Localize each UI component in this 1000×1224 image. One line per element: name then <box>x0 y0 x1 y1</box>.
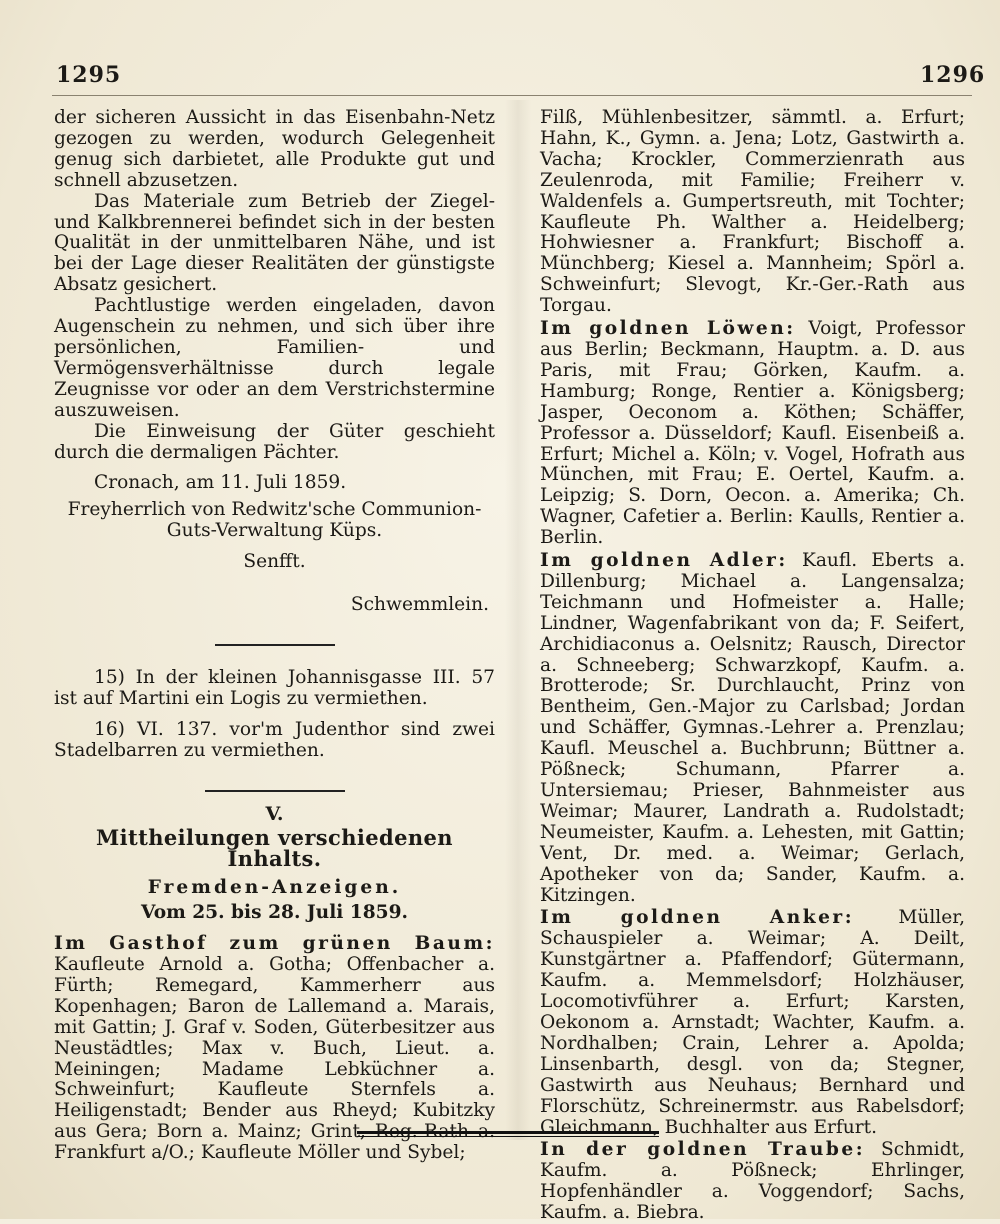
signature-schwemmlein: Schwemmlein. <box>350 594 489 616</box>
guest-list: Kaufl. Eberts a. Dillenburg; Michael a. Langensalza; Teichmann und Hofmeister a. Halle; Lindner, Wagenfabrikant von da; F. Seifert, Archidiaconus a. Oelsnitz; Rausch, Director a. Schneeberg; Schwarzkopf, Kaufm. a. Brotterode; Sr. Durchlaucht, Prinz von Bentheim, Gen.-Major zu Carlsbad; Jordan und Schäffer, Gymnas.-Lehrer a. Prenzlau; Kaufl. Meuschel a. Buchbrunn; Büttner a. Pößneck; Schumann, Pfarrer a. Untersiemau; Prieser, Bahnmeister aus Weimar; Maurer, Landrath a. Rudolstadt; Neumeister, Kaufm. a. Lehesten, mit Gattin; Vent, Dr. med. a. Weimar; Gerlach, Apotheker von da; Sander, Kaufm. a. Kitzingen. <box>540 550 966 906</box>
hotel-name: Im goldnen Adler: <box>540 550 788 572</box>
page-number-right: 1296 <box>920 62 986 88</box>
ad-16: 16) VI. 137. vor'm Judenthor sind zwei Stadelbarren zu vermiethen. <box>54 718 495 761</box>
separator-rule <box>215 644 335 646</box>
guest-list-continuation: Filß, Mühlenbesitzer, sämmtl. a. Erfurt; Hahn, K., Gymn. a. Jena; Lotz, Gastwirth a. Vacha; Krockler, Commerzienrath aus Zeulenroda, mit Familie; Freiherr v. Waldenfels a. Gumpertsreuth, mit Tochter; Kaufleute Ph. Walther a. Heidelberg; Hohwiesner a. Frankfurt; Bischoff a. Münchberg; Kiesel a. Mannheim; Spörl a. Schweinfurt; Slevogt, Kr.-Ger.-Rath aus Torgau. <box>540 107 965 317</box>
signature-senfft: Senfft. <box>243 551 306 573</box>
section-title: Mittheilungen verschiedenen Inhalts. <box>96 825 453 872</box>
footer-double-rule <box>357 1131 659 1137</box>
left-column <box>54 108 495 1164</box>
lease-handover-paragraph: Die Einweisung der Güter geschieht durch die dermaligen Pächter. <box>54 420 495 463</box>
gutter-shadow <box>505 100 531 1140</box>
subsection-title: Fremden-Anzeigen. <box>147 877 402 899</box>
page-number-left: 1295 <box>56 62 122 88</box>
guest-list: Voigt, Professor aus Berlin; Beckmann, Hauptm. a. D. aus Paris, mit Frau; Görken, Kaufm. a. Hamburg; Ronge, Rentier a. Königsberg; Jasper, Oeconom a. Köthen; Schäffer, Professor a. Düsseldorf; Kaufl. Eisenbeiß a. Erfurt; Michel a. Köln; v. Vogel, Hofrath aus München, mit Frau; E. Oertel, Kaufm. a. Leipzig; S. Dorn, Oecon. a. Amerika; Ch. Wagner, Cafetier a. Berlin: Kaulls, Rentier a. Berlin. <box>540 318 965 549</box>
hotel-entry-gruener-baum <box>54 934 495 1164</box>
header-rule <box>52 95 972 96</box>
lease-text-continuation: der sicheren Aussicht in das Eisenbahn-Netz gezogen zu werden, wodurch Gelegenheit genug sich darbietet, alle Produkte gut und schnell abzusetzen. <box>54 107 495 191</box>
lease-invitation-paragraph: Pachtlustige werden eingeladen, davon Augenschein zu nehmen, und sich über ihre persönlichen, Familien- und Vermögensverhältnisse durch legale Zeugnisse vor oder an dem Verstrichstermine auszuweisen. <box>54 295 495 421</box>
right-column <box>540 108 965 1224</box>
hotel-entry-goldne-traube <box>540 1140 965 1224</box>
notice-date-line: Cronach, am 11. Juli 1859. <box>94 472 347 494</box>
hotel-name: Im Gasthof zum grünen Baum: <box>54 933 495 955</box>
guest-list: Kaufleute Arnold a. Gotha; Offenbacher a. Fürth; Remegard, Kammerherr aus Kopenhagen; Baron de Lallemand a. Marais, mit Gattin; J. Graf v. Soden, Güterbesitzer aus Neustädtles; Max v. Buch, Lieut. a. Meiningen; Madame Lebküchner a. Schweinfurt; Kaufleute Sternfels a. Heiligenstadt; Bender aus Rheyd; Kubitzky aus Gera; Born a. Mainz; Grint, Reg.-Rath a. Frankfurt a/O.; Kaufleute Möller und Sybel; <box>54 954 495 1164</box>
hotel-entry-goldner-loewe <box>540 319 965 549</box>
hotel-entry-goldner-adler <box>540 551 965 906</box>
guest-list: Müller, Schauspieler a. Weimar; A. Deilt, Kunstgärtner a. Pfaffendorf; Gütermann, Kaufm. a. Memmelsdorf; Holzhäuser, Locomotivführer a. Erfurt; Karsten, Oekonom a. Arnstadt; Wachter, Kaufm. a. Nordhalben; Crain, Lehrer a. Apolda; Linsenbarth, desgl. von da; Stegner, Gastwirth aus Neuhaus; Bernhard und Florschütz, Schreinermstr. aus Rabelsdorf; Gleichmann, Buchhalter aus Erfurt. <box>540 907 965 1138</box>
separator-rule <box>205 790 345 792</box>
hotel-name: Im goldnen Löwen: <box>540 318 796 340</box>
section-number: V. <box>265 802 284 825</box>
issuing-authority: Freyherrlich von Redwitz'sche Communion-Guts-Verwaltung Küps. <box>67 499 482 542</box>
guest-list: Schmidt, Kaufm. a. Pößneck; Ehrlinger, Hopfenhändler a. Voggendorf; Sachs, Kaufm. a. Biebra. <box>540 1139 965 1224</box>
subsection-date: Vom 25. bis 28. Juli 1859. <box>140 902 409 924</box>
ad-15: 15) In der kleinen Johannisgasse III. 57 ist auf Martini ein Logis zu vermiethen. <box>54 666 495 709</box>
lease-materials-paragraph: Das Materiale zum Betrieb der Ziegel- und Kalkbrennerei befindet sich in der besten Qualität in der unmittelbaren Nähe, und ist bei der Lage dieser Realitäten der günstigste Absatz gesichert. <box>54 190 495 296</box>
hotel-name: In der goldnen Traube: <box>540 1139 866 1161</box>
hotel-entry-goldner-anker <box>540 908 965 1138</box>
hotel-name: Im goldnen Anker: <box>540 907 855 929</box>
